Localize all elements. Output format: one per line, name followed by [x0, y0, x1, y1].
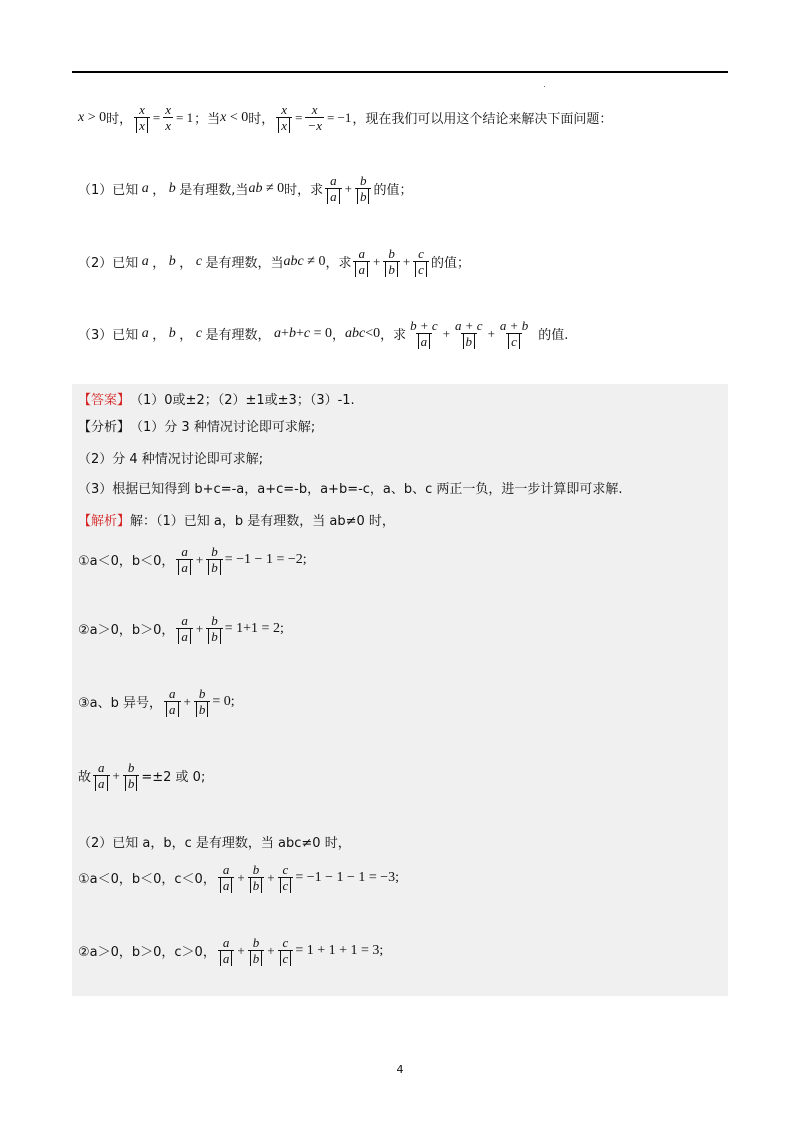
question-3: （3）已知 a ， b ， c 是有理数， a + b + c = 0 ， abc <0 ，求 $\frac{b + c}{a}$ + $\frac{a + c}{b}$ + $\frac{a + b}{c}$ 的值. [78, 318, 569, 349]
analysis-line-1: 【分析】 （1）分 3 种情况讨论即可求解; [78, 416, 315, 435]
question-1: （1）已知 a ， b 是有理数,当 ab ≠ 0 时，求 $\frac{a}{a}$ + $\frac{b}{b}$ 的值； [78, 173, 413, 204]
solution-case-3: ③a、b 异号， $\frac{a}{a}$ + $\frac{b}{b}$ = 0; [78, 686, 235, 717]
question-2: （2）已知 a ， b ， c 是有理数，当 abc ≠ 0 ，求 $\frac{a}{a}$ + $\frac{b}{b}$ + $\frac{c}{c}$ 的值； [78, 246, 470, 277]
page-number: 4 [396, 1063, 404, 1076]
solution-part-2-intro: （2）已知 a，b，c 是有理数，当 abc≠0 时， [78, 836, 351, 851]
solution-part-2-case-2: ②a＞0，b＞0，c＞0， $\frac{a}{a}$ + $\frac{b}{b}$ + $\frac{c}{c}$ = 1 + 1 + 1 = 3; [78, 935, 384, 966]
fraction: $\frac{x}{x}$ [134, 102, 150, 133]
answer-line: 【答案】 （1）0或±2；（2）±1或±3；（3）-1. [78, 389, 355, 408]
fraction: $\frac{x}{x}$ [276, 102, 292, 133]
analysis-line-3: （3）根据已知得到 b+c=-a，a+c=-b，a+b=-c，a、b、c 两正一负，进一步计算即可求解. [78, 482, 623, 497]
fraction: $\frac{x}{-x}$ [307, 102, 322, 133]
analysis-line-2: （2）分 4 种情况讨论即可求解; [78, 452, 264, 467]
solution-intro: 【解析】 解：（1）已知 a，b 是有理数，当 ab≠0 时， [78, 510, 395, 529]
speck [544, 86, 545, 87]
header-rule [72, 71, 728, 73]
intro-line: x > 0 时， $\frac{x}{x}$ = $\frac{x}{x}$ = 1 ；当 x < 0 时， $\frac{x}{x}$ = $\frac{x}{-x}$ = −1 ，现在我们可以用这个结论来解决下面问题： [78, 102, 613, 133]
solution-conclusion: 故 $\frac{a}{a}$ + $\frac{b}{b}$ =±2 或 0; [78, 760, 206, 791]
solution-case-2: ②a＞0，b＞0， $\frac{a}{a}$ + $\frac{b}{b}$ = 1+1 = 2; [78, 613, 284, 644]
analysis-tag: 【分析】 [78, 420, 131, 435]
solution-part-2-case-1: ①a＜0，b＜0，c＜0， $\frac{a}{a}$ + $\frac{b}{b}$ + $\frac{c}{c}$ = −1 − 1 − 1 = −3; [78, 862, 400, 893]
fraction: $\frac{x}{x}$ [165, 102, 172, 133]
solution-tag: 【解析】 [78, 514, 131, 529]
answer-tag: 【答案】 [78, 393, 131, 408]
solution-case-1: ①a＜0，b＜0， $\frac{a}{a}$ + $\frac{b}{b}$ = −1 − 1 = −2; [78, 544, 307, 575]
